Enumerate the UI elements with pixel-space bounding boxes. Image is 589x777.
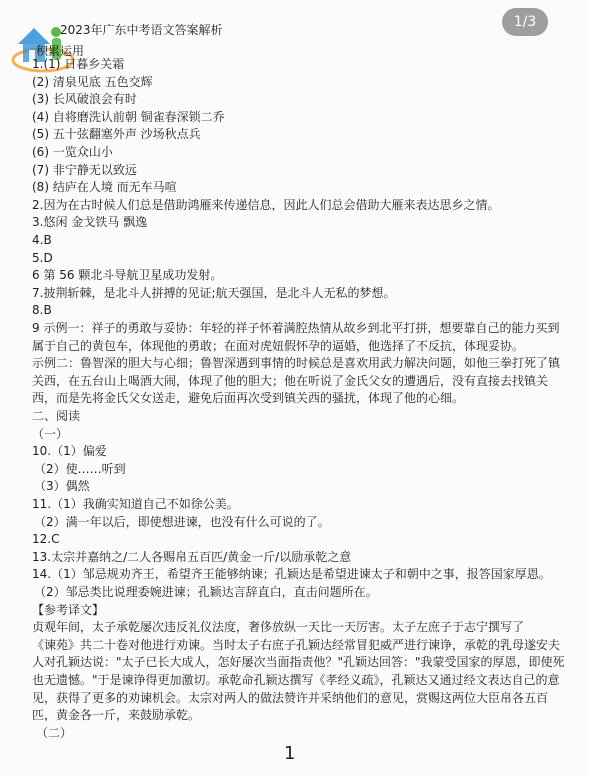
- text-line: 西，而是先将金氏父女送走，避免后面再次受到镇关西的骚扰，体现了他的心细。: [32, 391, 465, 406]
- text-line: 1.(1) 日暮乡关霜: [32, 57, 125, 71]
- text-line: （2）满一年以后，即使想进谏，也没有什么可说的了。: [34, 514, 330, 529]
- page-number: 1: [284, 743, 296, 764]
- text-line: 3.悠闲 金戈铁马 飘逸: [32, 215, 148, 230]
- text-line: 2.因为在古时候人们总是借助鸿雁来传递信息，因此人们总会借助大雁来表达思乡之情。: [32, 197, 500, 212]
- text-line: 二、阅读: [32, 409, 81, 423]
- text-line: 6 第 56 颗北斗导航卫星成功发射。: [32, 268, 223, 283]
- text-line: 《谏苑》共二十卷对他进行劝谏。当时太子右庶子孔颖达经常冒犯威严进行谏诤，承乾的乳母遂安夫: [32, 637, 561, 652]
- text-line: 9 示例一：祥子的勇敢与妥协：年轻的祥子怀着满腔热情从故乡到北平打拼，想要靠自己的能力买到: [32, 321, 560, 335]
- text-line: (4) 自将磨洗认前朝 铜雀春深锁二乔: [32, 109, 225, 124]
- text-line: 14.（1）邹忌规劝齐王，希望齐王能够纳谏；孔颖达是希望进谏太子和朝中之事，报答国家厚恩。: [32, 567, 551, 582]
- text-line: （2）邹忌类比说理委婉进谏；孔颖达言辞直白，直击问题所在。: [34, 585, 378, 599]
- text-line: (6) 一览众山小: [32, 145, 113, 159]
- text-line: 匹，黄金各一斤，来鼓励承乾。: [32, 708, 201, 723]
- text-line: 属于自己的黄包车，体现他的勇敢；在面对虎妞假怀孕的逼婚，他选择了不反抗，体现妥协。: [32, 338, 525, 353]
- text-line: 10.（1）偏爱: [32, 444, 107, 459]
- text-line: 7.披荆斩棘，是北斗人拼搏的见证;航天强国，是北斗人无私的梦想。: [32, 285, 396, 300]
- text-line: (2) 清泉见底 五色交辉: [32, 74, 153, 89]
- text-line: (7) 非宁静无以致远: [32, 162, 137, 177]
- text-line: 13.太宗并嘉纳之/二人各赐帛五百匹/黄金一斤/以励承乾之意: [32, 549, 352, 564]
- text-line: 4.B: [32, 233, 52, 247]
- text-line: （二）: [36, 725, 73, 740]
- text-line: 见，获得了更多的劝谏机会。太宗对两人的做法赞许并采纳他们的意见，赏赐这两位大臣帛各五百: [32, 690, 549, 705]
- text-line: 【参考译文】: [32, 602, 105, 617]
- section-heading: 积累运用: [36, 44, 85, 58]
- text-line: （3）偶然: [34, 479, 90, 494]
- text-line: (5) 五十弦翻塞外声 沙场秋点兵: [32, 127, 201, 142]
- text-line: 关西，在五台山上喝酒大闹，体现了他的胆大；他在听说了金氏父女的遭遇后，没有直接去找镇关: [32, 373, 549, 388]
- text-line: 12.C: [32, 532, 60, 547]
- text-line: （一）: [32, 426, 69, 441]
- text-line: （2）使……听到: [34, 461, 126, 476]
- text-line: (8) 结庐在人境 而无车马喧: [32, 180, 177, 195]
- text-line: 贞观年间，太子承乾屡次违反礼仪法度，奢侈放纵一天比一天厉害。太子左庶子于志宁撰写了: [32, 620, 525, 635]
- text-line: 也无遗憾。"于是谏诤得更加激切。承乾命孔颖达撰写《孝经义疏》，孔颖达又通过经文表达自己的意: [32, 673, 560, 687]
- text-line: 11.（1）我确实知道自己不如徐公美。: [32, 497, 239, 511]
- text-line: 8.B: [32, 303, 52, 318]
- text-line: (3) 长风破浪会有时: [32, 92, 137, 107]
- text-line: 5.D: [32, 250, 53, 265]
- page-indicator-badge: 1/3: [502, 8, 548, 36]
- document-title: 2023年广东中考语文答案解析: [60, 23, 223, 37]
- text-line: 示例二：鲁智深的胆大与心细；鲁智深遇到事情的时候总是喜欢用武力解决问题，如他三拳打死了镇: [32, 356, 561, 371]
- text-line: 人对孔颖达说："太子已长大成人，怎好屡次当面指责他？"孔颖达回答："我蒙受国家的厚恩，即使死: [32, 655, 565, 670]
